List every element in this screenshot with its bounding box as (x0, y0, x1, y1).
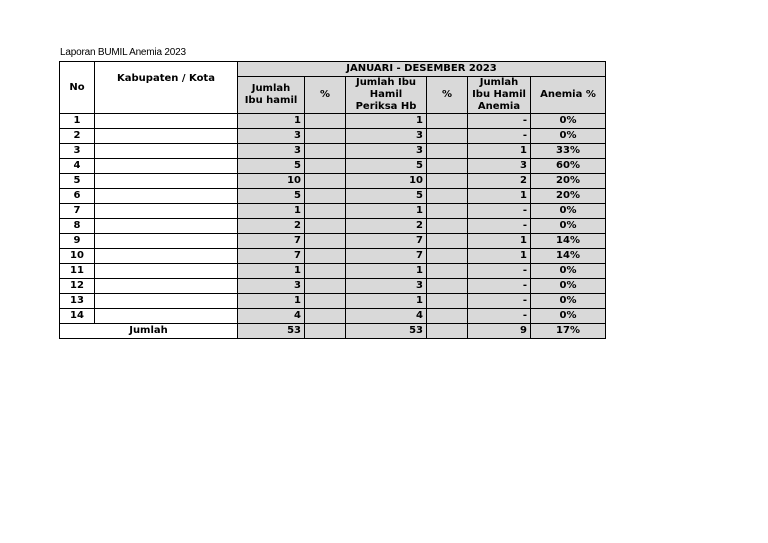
cell-anemia-percent: 0% (531, 219, 606, 234)
cell-anemia-percent: 0% (531, 114, 606, 129)
header-period: JANUARI - DESEMBER 2023 (238, 62, 606, 77)
header-percent-2: % (427, 77, 468, 114)
header-jumlah-ibu-hamil: Jumlah Ibu hamil (238, 77, 305, 114)
cell-no: 11 (60, 264, 95, 279)
cell-ibu-hamil-anemia: - (468, 279, 531, 294)
cell-periksa-hb: 7 (346, 249, 427, 264)
header-kabupaten: Kabupaten / Kota (95, 62, 238, 114)
cell-anemia-percent: 0% (531, 129, 606, 144)
cell-jumlah-ibu-hamil: 7 (238, 234, 305, 249)
cell-ibu-hamil-anemia: - (468, 204, 531, 219)
cell-jumlah-ibu-hamil: 1 (238, 114, 305, 129)
cell-periksa-hb: 2 (346, 219, 427, 234)
table-row (60, 309, 606, 324)
cell-no: 6 (60, 189, 95, 204)
total-jumlah: 53 (238, 324, 305, 339)
table-row (60, 174, 606, 189)
cell-kabupaten (95, 189, 238, 204)
cell-jumlah-ibu-hamil: 7 (238, 249, 305, 264)
cell-percent-1 (305, 294, 346, 309)
cell-percent-2 (427, 114, 468, 129)
table-row (60, 279, 606, 294)
document-title: Laporan BUMIL Anemia 2023 (60, 47, 186, 58)
cell-no: 10 (60, 249, 95, 264)
cell-percent-1 (305, 219, 346, 234)
cell-jumlah-ibu-hamil: 3 (238, 129, 305, 144)
header-percent-1: % (305, 77, 346, 114)
header-no: No (60, 62, 95, 114)
table-row (60, 294, 606, 309)
table-row (60, 234, 606, 249)
table-row (60, 144, 606, 159)
total-pct2 (427, 324, 468, 339)
cell-percent-1 (305, 234, 346, 249)
cell-kabupaten (95, 114, 238, 129)
cell-percent-1 (305, 264, 346, 279)
cell-ibu-hamil-anemia: 1 (468, 189, 531, 204)
table-row (60, 129, 606, 144)
cell-ibu-hamil-anemia: 3 (468, 159, 531, 174)
table-row (60, 114, 606, 129)
total-row (60, 324, 606, 339)
cell-ibu-hamil-anemia: 1 (468, 234, 531, 249)
total-pct1 (305, 324, 346, 339)
cell-no: 5 (60, 174, 95, 189)
cell-jumlah-ibu-hamil: 4 (238, 309, 305, 324)
cell-periksa-hb: 5 (346, 189, 427, 204)
cell-kabupaten (95, 264, 238, 279)
cell-kabupaten (95, 144, 238, 159)
cell-kabupaten (95, 279, 238, 294)
cell-kabupaten (95, 234, 238, 249)
cell-periksa-hb: 5 (346, 159, 427, 174)
cell-periksa-hb: 4 (346, 309, 427, 324)
total-label: Jumlah (60, 324, 238, 339)
cell-anemia-percent: 20% (531, 189, 606, 204)
cell-anemia-percent: 0% (531, 309, 606, 324)
anemia-report-table (59, 61, 606, 339)
cell-periksa-hb: 1 (346, 294, 427, 309)
cell-ibu-hamil-anemia: 1 (468, 144, 531, 159)
cell-percent-1 (305, 159, 346, 174)
table-row (60, 264, 606, 279)
header-ibu-hamil-anemia: Jumlah Ibu Hamil Anemia (468, 77, 531, 114)
table-row (60, 204, 606, 219)
cell-periksa-hb: 3 (346, 129, 427, 144)
table-body (60, 114, 606, 324)
cell-percent-2 (427, 159, 468, 174)
cell-kabupaten (95, 159, 238, 174)
cell-percent-1 (305, 189, 346, 204)
cell-ibu-hamil-anemia: - (468, 294, 531, 309)
cell-ibu-hamil-anemia: - (468, 264, 531, 279)
total-anemia: 9 (468, 324, 531, 339)
cell-kabupaten (95, 309, 238, 324)
cell-periksa-hb: 1 (346, 204, 427, 219)
cell-no: 4 (60, 159, 95, 174)
cell-percent-2 (427, 264, 468, 279)
cell-ibu-hamil-anemia: 1 (468, 249, 531, 264)
cell-percent-2 (427, 144, 468, 159)
cell-jumlah-ibu-hamil: 3 (238, 144, 305, 159)
cell-kabupaten (95, 129, 238, 144)
cell-jumlah-ibu-hamil: 1 (238, 204, 305, 219)
cell-jumlah-ibu-hamil: 1 (238, 264, 305, 279)
cell-jumlah-ibu-hamil: 1 (238, 294, 305, 309)
cell-no: 1 (60, 114, 95, 129)
cell-periksa-hb: 1 (346, 264, 427, 279)
cell-no: 14 (60, 309, 95, 324)
cell-ibu-hamil-anemia: 2 (468, 174, 531, 189)
table-row (60, 159, 606, 174)
cell-percent-1 (305, 129, 346, 144)
cell-no: 7 (60, 204, 95, 219)
cell-ibu-hamil-anemia: - (468, 309, 531, 324)
cell-jumlah-ibu-hamil: 10 (238, 174, 305, 189)
cell-no: 12 (60, 279, 95, 294)
table-row (60, 189, 606, 204)
cell-percent-2 (427, 309, 468, 324)
cell-percent-2 (427, 129, 468, 144)
cell-percent-1 (305, 204, 346, 219)
cell-anemia-percent: 0% (531, 279, 606, 294)
cell-no: 2 (60, 129, 95, 144)
cell-anemia-percent: 60% (531, 159, 606, 174)
cell-no: 13 (60, 294, 95, 309)
cell-periksa-hb: 7 (346, 234, 427, 249)
cell-percent-2 (427, 279, 468, 294)
cell-anemia-percent: 0% (531, 204, 606, 219)
cell-periksa-hb: 3 (346, 279, 427, 294)
cell-percent-2 (427, 219, 468, 234)
cell-percent-1 (305, 249, 346, 264)
cell-kabupaten (95, 204, 238, 219)
cell-periksa-hb: 10 (346, 174, 427, 189)
cell-percent-1 (305, 174, 346, 189)
cell-jumlah-ibu-hamil: 3 (238, 279, 305, 294)
cell-percent-1 (305, 279, 346, 294)
cell-ibu-hamil-anemia: - (468, 114, 531, 129)
table-row (60, 249, 606, 264)
cell-percent-1 (305, 144, 346, 159)
cell-kabupaten (95, 294, 238, 309)
cell-ibu-hamil-anemia: - (468, 219, 531, 234)
cell-percent-1 (305, 114, 346, 129)
cell-percent-2 (427, 204, 468, 219)
header-periksa-hb: Jumlah Ibu Hamil Periksa Hb (346, 77, 427, 114)
cell-no: 9 (60, 234, 95, 249)
cell-ibu-hamil-anemia: - (468, 129, 531, 144)
cell-kabupaten (95, 219, 238, 234)
cell-anemia-percent: 0% (531, 294, 606, 309)
total-anemia-percent: 17% (531, 324, 606, 339)
cell-percent-2 (427, 174, 468, 189)
cell-percent-2 (427, 234, 468, 249)
cell-anemia-percent: 0% (531, 264, 606, 279)
cell-percent-2 (427, 294, 468, 309)
cell-anemia-percent: 14% (531, 234, 606, 249)
cell-periksa-hb: 3 (346, 144, 427, 159)
cell-periksa-hb: 1 (346, 114, 427, 129)
cell-jumlah-ibu-hamil: 5 (238, 189, 305, 204)
cell-no: 8 (60, 219, 95, 234)
header-anemia-percent: Anemia % (531, 77, 606, 114)
cell-anemia-percent: 20% (531, 174, 606, 189)
cell-jumlah-ibu-hamil: 2 (238, 219, 305, 234)
cell-kabupaten (95, 249, 238, 264)
cell-no: 3 (60, 144, 95, 159)
cell-kabupaten (95, 174, 238, 189)
cell-anemia-percent: 14% (531, 249, 606, 264)
total-periksa: 53 (346, 324, 427, 339)
cell-jumlah-ibu-hamil: 5 (238, 159, 305, 174)
cell-anemia-percent: 33% (531, 144, 606, 159)
cell-percent-1 (305, 309, 346, 324)
cell-percent-2 (427, 249, 468, 264)
table-row (60, 219, 606, 234)
cell-percent-2 (427, 189, 468, 204)
